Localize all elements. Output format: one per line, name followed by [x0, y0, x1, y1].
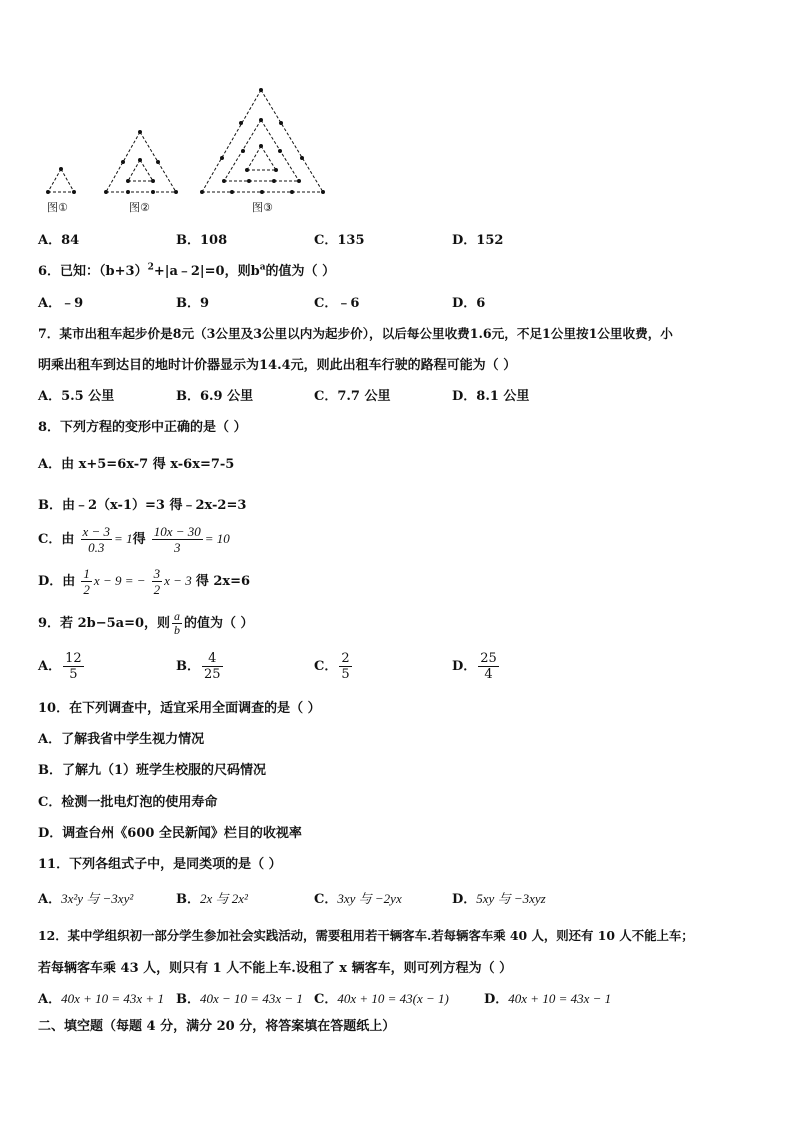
q12-option-b: B．40x − 10 = 43x − 1 — [176, 991, 303, 1007]
q12-option-a: A．40x + 10 = 43x + 1 — [38, 991, 164, 1007]
q11-option-a: A．3x²y 与 −3xy² — [38, 891, 134, 907]
q11-option-b: B．2x 与 2x² — [176, 891, 248, 907]
q10-option-d: D．调查台州《600 全民新闻》栏目的收视率 — [38, 826, 302, 841]
q7-stem-line2: 明乘出租车到达目的地时计价器显示为14.4元，则此出租车行驶的路程可能为（ ） — [38, 358, 517, 373]
q8-option-c: C．由 $\frac{x - 3}{0.3}$ = 1得 $\frac{10x - 30}{3}$ = 10 — [38, 524, 230, 555]
figure-2 — [104, 130, 178, 194]
q6-option-b: B．9 — [176, 296, 210, 311]
q7-option-d: D．8.1 公里 — [452, 389, 530, 404]
q6-stem: 6．已知：$(b+3)^2+|a﹣2|=0$，则$b^a$的值为（ ） — [38, 262, 336, 279]
q5-option-b: B．108 — [176, 233, 228, 248]
q8-d-fraction-1: $\frac{1}{2}$ — [83, 566, 90, 597]
q7-option-a: A．5.5 公里 — [38, 389, 115, 404]
q10-option-c: C．检测一批电灯泡的使用寿命 — [38, 795, 218, 810]
q5-option-a: A．84 — [38, 233, 80, 248]
q7-option-b: B．6.9 公里 — [176, 389, 254, 404]
q12-option-c: C．40x + 10 = 43(x − 1) — [314, 991, 449, 1007]
q12-stem-line1: 12．某中学组织初一部分学生参加社会实践活动，需要租用若干辆客车.若每辆客车乘 40 人，则还有 10 人不能上车； — [38, 928, 694, 943]
triangle-figures — [36, 85, 336, 200]
q9-stem: 9．若 2b−5a=0，则 $\frac{a}{b}$ 的值为（ ） — [38, 609, 254, 637]
q9-option-c: C． $\frac{2}{5}$ — [314, 651, 350, 682]
q9-option-b: B． $\frac{4}{25}$ — [176, 651, 221, 682]
figure-2-label: 图② — [129, 201, 150, 214]
q12-option-d: D．40x + 10 = 43x − 1 — [484, 991, 612, 1007]
q8-c-fraction-2: $\frac{10x - 30}{3}$ — [153, 524, 201, 555]
figure-1 — [46, 167, 76, 194]
q8-stem: 8．下列方程的变形中正确的是（ ） — [38, 420, 247, 435]
q10-stem: 10．在下列调查中，适宜采用全面调查的是（ ） — [38, 701, 321, 716]
q6-option-c: C．﹣6 — [314, 296, 360, 311]
q7-option-c: C．7.7 公里 — [314, 389, 391, 404]
q8-option-a: A．由 x+5=6x-7 得 x-6x=7-5 — [38, 457, 235, 472]
q12-stem-line2: 若每辆客车乘 43 人，则只有 1 人不能上车.设租了 x 辆客车，则可列方程为（ ） — [38, 961, 513, 976]
q10-option-a: A．了解我省中学生视力情况 — [38, 732, 205, 747]
q8-option-b: B．由﹣2（x-1）=3 得﹣2x-2=3 — [38, 498, 247, 513]
q8-option-d: D．由 $\frac{1}{2}$ x − 9 = − $\frac{3}{2}$ x − 3 得 2x=6 — [38, 566, 251, 597]
q11-stem: 11．下列各组式子中，是同类项的是（ ） — [38, 857, 282, 872]
figure-1-label: 图① — [47, 201, 68, 214]
q9-fraction: $\frac{a}{b}$ — [174, 609, 181, 637]
q9-option-a: A． $\frac{12}{5}$ — [38, 651, 82, 682]
figure-3-label: 图③ — [252, 201, 273, 214]
q11-option-d: D．5xy 与 −3xyz — [452, 891, 546, 907]
q5-option-c: C．135 — [314, 233, 365, 248]
q9-option-d: D． $\frac{25}{4}$ — [452, 651, 497, 682]
section-2-heading: 二、填空题（每题 4 分，满分 20 分，将答案填在答题纸上） — [38, 1019, 396, 1034]
q5-option-d: D．152 — [452, 233, 504, 248]
q7-stem-line1: 7．某市出租车起步价是8元（3公里及3公里以内为起步价），以后每公里收费1.6元，不足1公里按1公里收费，小 — [38, 326, 673, 341]
q8-c-fraction-1: $\frac{x - 3}{0.3}$ — [82, 524, 111, 555]
q8-d-fraction-2: $\frac{3}{2}$ — [153, 566, 161, 597]
q10-option-b: B．了解九（1）班学生校服的尺码情况 — [38, 763, 267, 778]
q6-option-a: A．﹣9 — [38, 296, 84, 311]
q11-option-c: C．3xy 与 −2yx — [314, 891, 402, 907]
q6-option-d: D．6 — [452, 296, 486, 311]
figure-3 — [200, 88, 325, 194]
